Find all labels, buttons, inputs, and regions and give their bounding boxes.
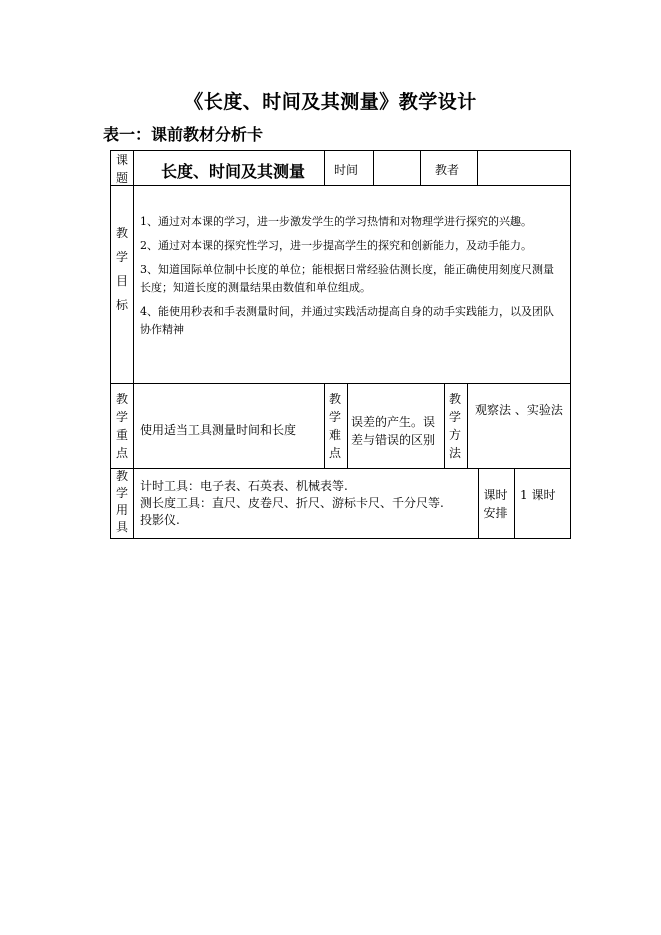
objectives-label-4: 标 — [115, 298, 128, 312]
tools-label-2: 学 — [115, 486, 128, 500]
difficulty-label-3: 难 — [328, 428, 341, 442]
objective-item-1: 1、通过对本课的学习，进一步激发学生的学习热情和对物理学进行探究的兴趣。 — [140, 215, 532, 228]
key-point-value-cell — [133, 383, 325, 469]
time-label: 时间 — [334, 163, 359, 177]
table-subtitle: 表一：课前教材分析卡 — [103, 125, 264, 144]
schedule-value-cell — [514, 468, 571, 539]
time-label-cell — [324, 150, 374, 186]
key-point-label-1: 教 — [115, 392, 128, 406]
objective-item-4: 4、能使用秒表和手表测量时间，并通过实践活动提高自身的动手实践能力，以及团队协作精神 — [140, 305, 554, 336]
topic-value-cell — [133, 150, 325, 186]
objective-item-3: 3、知道国际单位制中长度的单位；能根据日常经验估测长度，能正确使用刻度尺测量长度；知道长度的测量结果由数值和单位组成。 — [140, 263, 554, 294]
teacher-value-cell — [477, 150, 571, 186]
key-point-label-2: 学 — [115, 410, 128, 424]
method-label-4: 法 — [448, 446, 461, 460]
schedule-label-cell — [478, 468, 515, 539]
tools-label-cell — [110, 468, 134, 539]
method-label-3: 方 — [448, 428, 461, 442]
time-value-cell — [373, 150, 421, 186]
method-label-cell — [444, 383, 468, 469]
tools-label-4: 具 — [115, 520, 128, 534]
teacher-label-cell — [420, 150, 478, 186]
tools-line-2: 测长度工具：直尺、皮卷尺、折尺、游标卡尺、千分尺等. — [140, 496, 444, 510]
key-point-label-3: 重 — [115, 428, 128, 442]
difficulty-value: 误差的产生。误差与错误的区别 — [351, 415, 436, 447]
tools-label-1: 教 — [115, 469, 128, 483]
topic-label-2: 题 — [115, 171, 128, 185]
method-label-1: 教 — [448, 392, 461, 406]
schedule-label-2: 安排 — [483, 506, 508, 520]
document-title: 《长度、时间及其测量》教学设计 — [184, 91, 477, 113]
key-point-label-4: 点 — [115, 446, 128, 460]
difficulty-label-2: 学 — [328, 410, 341, 424]
topic-label-cell — [110, 150, 134, 186]
schedule-label-1: 课时 — [483, 488, 508, 502]
topic-value: 长度、时间及其测量 — [161, 162, 306, 181]
objectives-label-2: 学 — [115, 250, 128, 264]
tools-line-1: 计时工具：电子表、石英表、机械表等. — [140, 479, 348, 493]
difficulty-value-cell — [347, 383, 445, 469]
objectives-label-cell — [110, 185, 134, 384]
objectives-label-1: 教 — [115, 226, 128, 240]
tools-label-3: 用 — [115, 503, 128, 517]
method-label-2: 学 — [448, 410, 461, 424]
objectives-content-cell — [133, 185, 571, 384]
schedule-value: 1 课时 — [520, 488, 556, 502]
difficulty-label-cell — [324, 383, 348, 469]
teacher-label: 教者 — [435, 163, 460, 177]
topic-label-1: 课 — [115, 153, 128, 167]
tools-line-3: 投影仪. — [140, 513, 180, 527]
method-value-cell — [467, 383, 571, 469]
difficulty-label-4: 点 — [328, 446, 341, 460]
objectives-label-3: 目 — [115, 274, 128, 288]
method-value: 观察法 、实验法 — [475, 403, 563, 417]
key-point-label-cell — [110, 383, 134, 469]
key-point-value: 使用适当工具测量时间和长度 — [140, 423, 297, 437]
difficulty-label-1: 教 — [328, 392, 341, 406]
tools-value-cell — [133, 468, 479, 539]
objective-item-2: 2、通过对本课的探究性学习，进一步提高学生的探究和创新能力，及动手能力。 — [140, 239, 532, 252]
